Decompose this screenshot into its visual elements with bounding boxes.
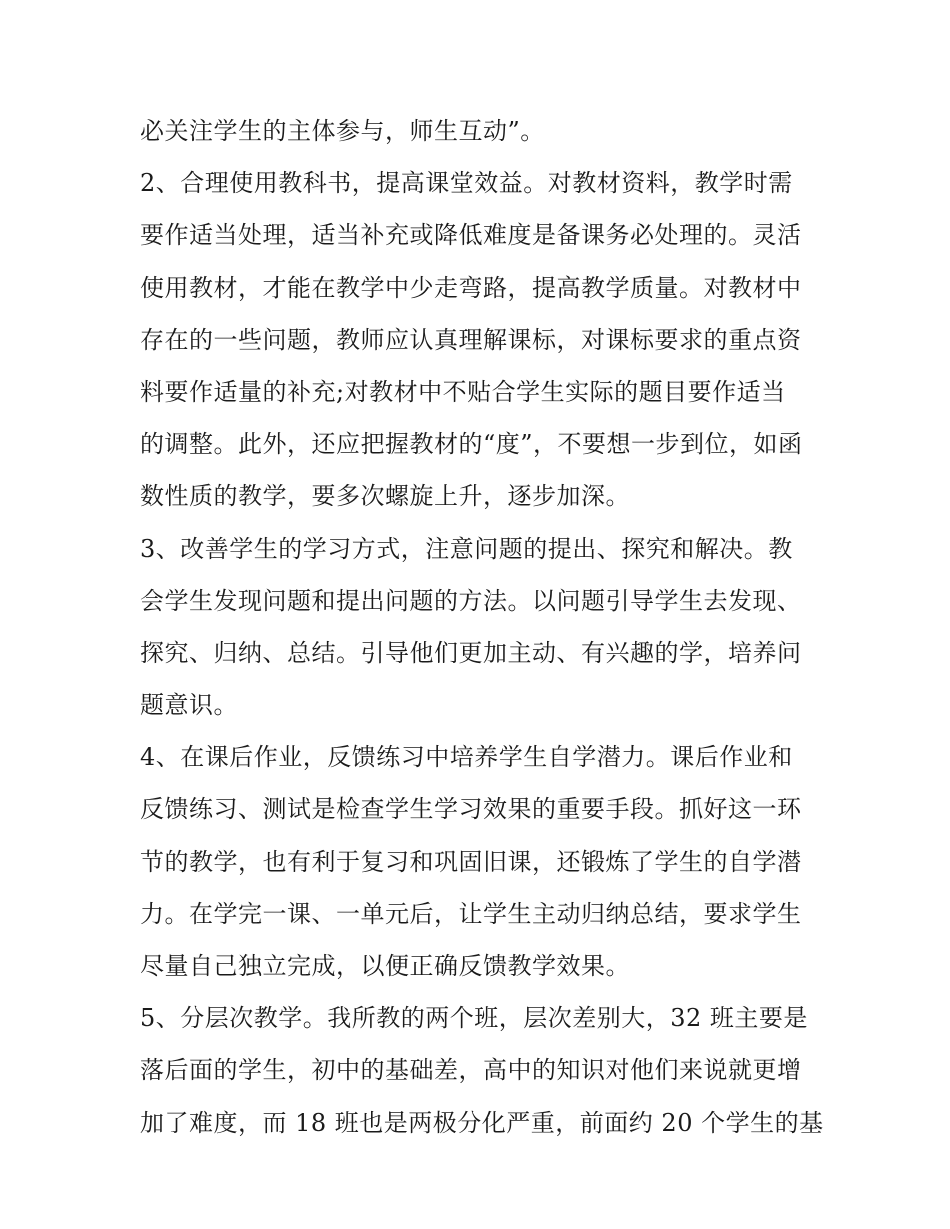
text-line: 探究、归纳、总结。引导他们更加主动、有兴趣的学，培养问 bbox=[140, 638, 802, 667]
text-line: 加了难度，而 18 班也是两极分化严重，前面约 20 个学生的基 bbox=[140, 1108, 824, 1137]
text-line: 数性质的教学，要多次螺旋上升，逐步加深。 bbox=[140, 482, 630, 511]
text-line: 必关注学生的主体参与，师生互动”。 bbox=[140, 117, 545, 145]
text-line: 会学生发现问题和提出问题的方法。以问题引导学生去发现、 bbox=[140, 586, 802, 615]
document-body bbox=[140, 105, 824, 1149]
text-line: 3、改善学生的学习方式，注意问题的提出、探究和解决。教 bbox=[140, 534, 793, 563]
text-line: 5、分层次教学。我所教的两个班，层次差别大，32 班主要是 bbox=[140, 1004, 808, 1033]
text-line: 料要作适量的补充;对教材中不贴合学生实际的题目要作适当 bbox=[140, 377, 786, 406]
text-line: 的调整。此外，还应把握教材的“度”，不要想一步到位，如函 bbox=[140, 430, 803, 459]
text-line: 题意识。 bbox=[140, 691, 238, 720]
text-line: 节的教学，也有利于复习和巩固旧课，还锻炼了学生的自学潜 bbox=[140, 847, 802, 876]
text-line: 存在的一些问题，教师应认真理解课标，对课标要求的重点资 bbox=[140, 325, 802, 354]
text-line: 使用教材，才能在教学中少走弯路，提高教学质量。对教材中 bbox=[140, 273, 802, 302]
text-line: 尽量自己独立完成，以便正确反馈教学效果。 bbox=[140, 952, 630, 980]
text-line: 落后面的学生，初中的基础差，高中的知识对他们来说就更增 bbox=[140, 1056, 802, 1085]
text-line: 反馈练习、测试是检查学生学习效果的重要手段。抓好这一环 bbox=[140, 795, 802, 824]
text-line: 2、合理使用教科书，提高课堂效益。对教材资料，教学时需 bbox=[140, 169, 793, 198]
text-line: 4、在课后作业，反馈练习中培养学生自学潜力。课后作业和 bbox=[140, 743, 793, 772]
text-line: 力。在学完一课、一单元后，让学生主动归纳总结，要求学生 bbox=[140, 899, 802, 928]
text-line: 要作适当处理，适当补充或降低难度是备课务必处理的。灵活 bbox=[140, 221, 802, 250]
